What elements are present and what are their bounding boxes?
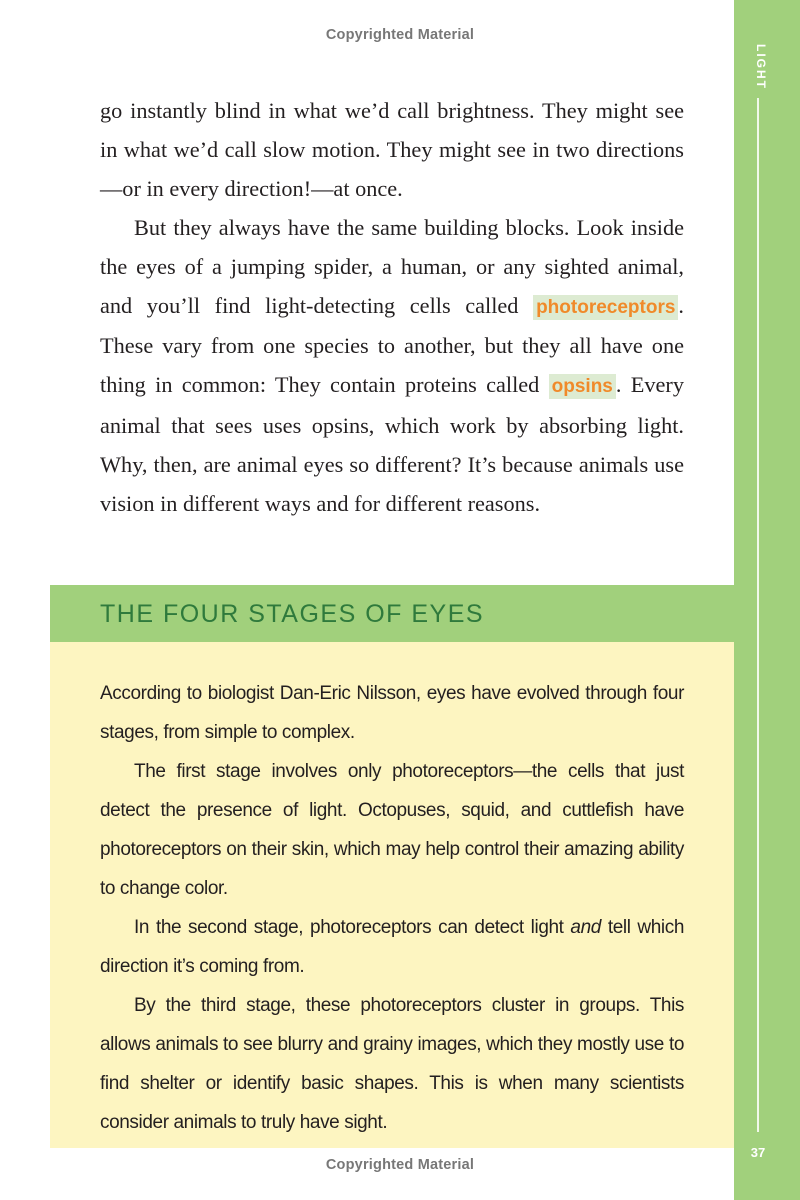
main-body-text <box>100 92 684 524</box>
sidebar-paragraph-3-part-a: In the second stage, photoreceptors can detect light <box>134 917 571 938</box>
glossary-term-photoreceptors: photoreceptors <box>533 295 678 320</box>
sidebar-paragraph-3-emphasis: and <box>570 917 601 938</box>
sidebar-text <box>100 674 684 1142</box>
sidebar-paragraph-1: According to biologist Dan-Eric Nilsson, eyes have evolved through four stages, from simple to complex. <box>100 683 684 743</box>
body-paragraph-2-part-b: . These vary from one species to another, but they all have one thing in common: They contain proteins called <box>100 292 684 398</box>
copyright-notice-top: Copyrighted Material <box>325 27 475 43</box>
sidebar-title: THE FOUR STAGES OF EYES <box>100 600 485 628</box>
glossary-term-opsins: opsins <box>549 374 616 399</box>
chapter-divider-line <box>757 98 759 1132</box>
sidebar-paragraph-4: By the third stage, these photoreceptors cluster in groups. This allows animals to see blurry and grainy images, which they mostly use to find shelter or identify basic shapes. This is when many scientists consider animals to truly have sight. <box>100 995 684 1133</box>
sidebar-paragraph-2: The first stage involves only photoreceptors—the cells that just detect the presence of light. Octopuses, squid, and cuttlefish have photoreceptors on their skin, which may help control their amazing ability to change color. <box>100 761 684 899</box>
body-paragraph-1: go instantly blind in what we’d call brightness. They might see in what we’d call slow motion. They might see in two directions—or in every direction!—at once. <box>100 98 684 201</box>
body-paragraph-2-part-a: But they always have the same building blocks. Look inside the eyes of a jumping spider, a human, or any sighted animal, and you’ll find light-detecting cells called <box>100 214 684 318</box>
chapter-side-strip <box>734 0 800 1200</box>
copyright-notice-bottom: Copyrighted Material <box>325 1157 475 1173</box>
page-number: 37 <box>750 1145 766 1160</box>
chapter-label: LIGHT <box>754 44 768 90</box>
sidebar-paragraph-3 <box>100 908 684 986</box>
sidebar-paragraph-3-part-b: tell which direction it’s coming from. <box>100 917 684 977</box>
body-paragraph-2 <box>100 209 684 524</box>
body-paragraph-2-part-c: . Every animal that sees uses opsins, which work by absorbing light. Why, then, are animal eyes so different? It’s because animals use vision in different ways and for different reasons. <box>100 372 684 517</box>
